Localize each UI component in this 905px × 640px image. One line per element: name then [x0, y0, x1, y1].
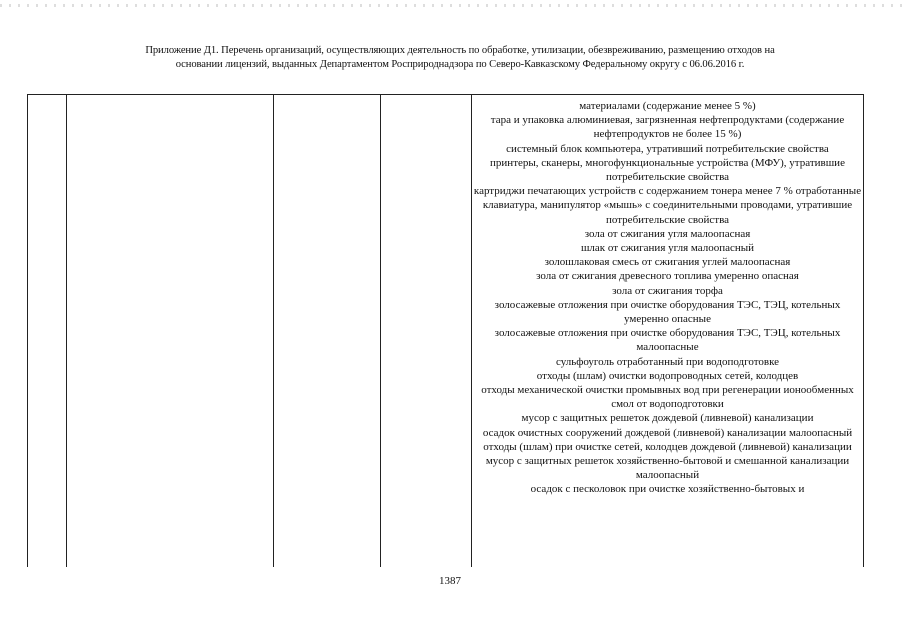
waste-entry: отходы механической очистки промывных вод при регенерации ионообменных смол от водоподготовки: [481, 384, 854, 411]
page-heading: [60, 44, 860, 72]
waste-entry: сульфоуголь отработанный при водоподготовке: [555, 355, 780, 368]
waste-entry: мусор с защитных решеток хозяйственно-бытовой и смешанной канализации малоопасный: [485, 455, 850, 482]
waste-entry: золошлаковая смесь от сжигания углей малоопасная: [544, 256, 791, 269]
scan-edge-noise: [0, 4, 905, 7]
waste-entry: зола от сжигания угля малоопасная: [584, 227, 751, 240]
waste-entry: осадок очистных сооружений дождевой (ливневой) канализации малоопасный: [482, 426, 853, 439]
waste-entry: тара и упаковка алюминиевая, загрязненная нефтепродуктами (содержание нефтепродуктов не более 15 %): [490, 114, 845, 141]
waste-entry: системный блок компьютера, утративший потребительские свойства: [506, 142, 829, 155]
waste-entry: золосажевые отложения при очистке оборудования ТЭС, ТЭЦ, котельных умеренно опасные: [494, 298, 841, 326]
page-number: 1387: [439, 575, 461, 587]
column-divider-2: [273, 95, 274, 567]
waste-entry: картриджи печатающих устройств с содержанием тонера менее 7 % отработанные: [473, 185, 862, 198]
waste-entry: отходы (шлам) при очистке сетей, колодцев дождевой (ливневой) канализации: [483, 440, 852, 453]
licenses-table: [27, 94, 864, 567]
waste-entry: материалами (содержание менее 5 %): [579, 100, 756, 112]
column-divider-1: [66, 95, 67, 567]
heading-line-2: основании лицензий, выданных Департаментом Росприроднадзора по Северо-Кавказскому Федеральному округу с 06.06.2016 г.: [175, 59, 745, 70]
column-divider-3: [380, 95, 381, 567]
waste-entry: мусор с защитных решеток дождевой (ливневой) канализации: [521, 412, 814, 425]
waste-entry: шлак от сжигания угля малоопасный: [580, 242, 755, 255]
waste-entry: золосажевые отложения при очистке оборудования ТЭС, ТЭЦ, котельных малоопасные: [494, 327, 841, 354]
waste-entry: принтеры, сканеры, многофункциональные устройства (МФУ), утратившие потребительские свойства: [490, 156, 845, 184]
heading-line-1: Приложение Д1. Перечень организаций, осуществляющих деятельность по обработке, утилизации, обезвреживанию, размещению отходов на: [145, 45, 775, 56]
waste-types-column: [472, 99, 863, 497]
waste-entry: зола от сжигания древесного топлива умеренно опасная: [536, 270, 799, 283]
waste-entry: зола от сжигания торфа: [612, 284, 723, 297]
waste-entry: отходы (шлам) очистки водопроводных сетей, колодцев: [536, 369, 799, 382]
waste-entry: клавиатура, манипулятор «мышь» с соединительными проводами, утратившие потребительские свойства: [482, 199, 853, 226]
waste-entry: осадок с песколовок при очистке хозяйственно-бытовых и: [530, 483, 805, 496]
